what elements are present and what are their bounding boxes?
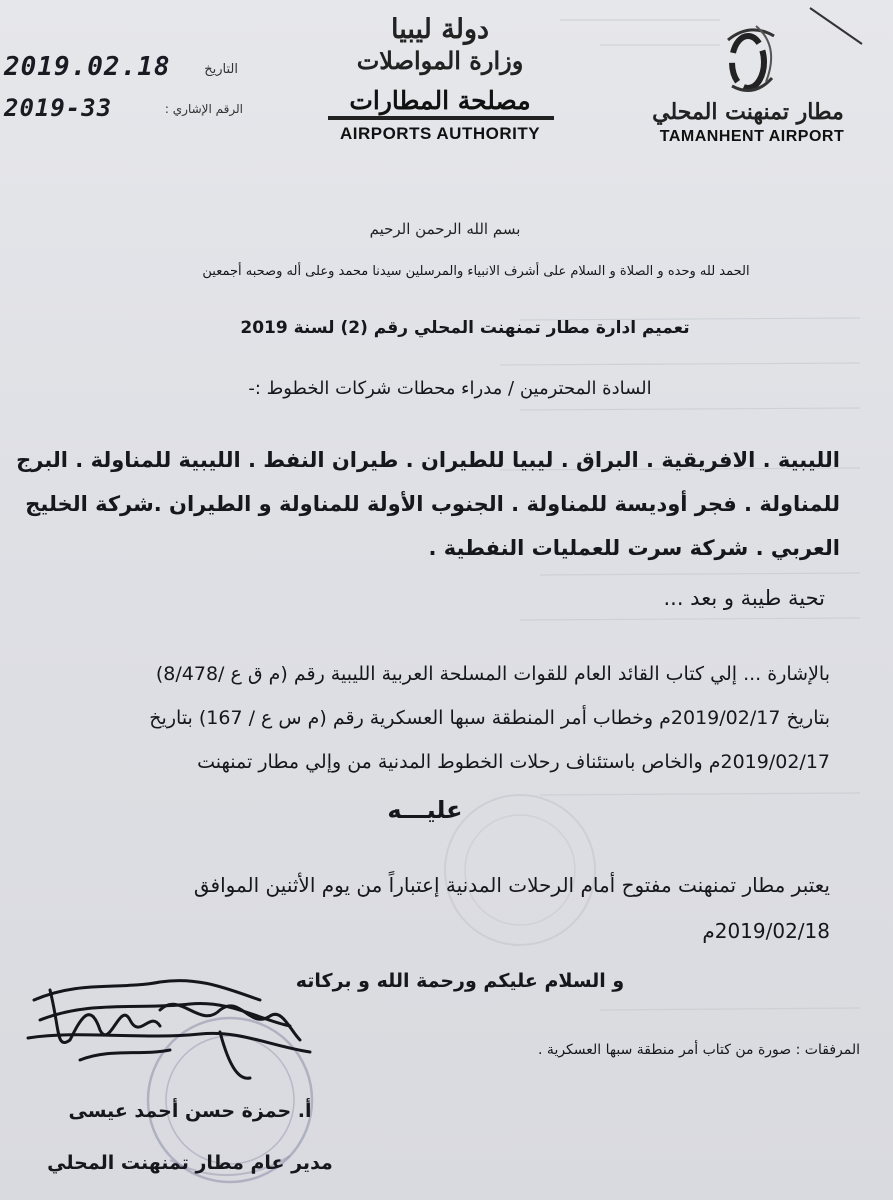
- basmala: بسم الله الرحمن الرحيم: [369, 220, 521, 238]
- decision-date: 2019/02/18م: [702, 919, 830, 943]
- reference-paragraph: [60, 652, 830, 784]
- airport-name-ar: مطار تمنهنت المحلي: [652, 99, 844, 125]
- ministry-name: وزارة المواصلات: [356, 46, 524, 75]
- authority-logo: [330, 86, 550, 120]
- authority-name-ar: مصلحة المطارات: [349, 86, 531, 115]
- decision-line-1: يعتبر مطار تمنهنت مفتوح أمام الرحلات المدنية إعتباراً من يوم الأثنين الموافق: [193, 873, 830, 897]
- date-value: 2019.02.18: [4, 52, 171, 82]
- airport-logo-icon: [710, 20, 790, 100]
- date-label: التاريخ: [204, 62, 238, 77]
- reference-line-2: بتاريخ 2019/02/17م وخطاب أمر المنطقة سبها العسكرية رقم (م س ع / 167) بتاريخ: [149, 707, 830, 729]
- addressee-line: السادة المحترمين / مدراء محطات شركات الخطوط :-: [248, 378, 652, 399]
- authority-underline: [328, 116, 554, 120]
- state-name: دولة ليبيا: [390, 14, 490, 45]
- airport-name-en: TAMANHENT AIRPORT: [659, 128, 845, 145]
- reference-line-3: 2019/02/17م والخاص باستئناف رحلات الخطوط المدنية من وإلي مطار تمنهنت: [197, 751, 830, 773]
- greeting-line: تحية طيبة و بعد ...: [663, 586, 825, 610]
- decision-paragraph: [80, 862, 830, 954]
- closing-line: و السلام عليكم ورحمة الله و بركاته: [295, 970, 625, 992]
- reference-value: 2019-33: [4, 94, 113, 122]
- signatory-name: أ. حمزة حسن أحمد عيسى: [68, 1100, 312, 1122]
- companies-paragraph: [16, 438, 840, 570]
- authority-block: [330, 14, 550, 144]
- handwritten-signature: [28, 981, 310, 1079]
- reference-line-1: بالإشارة ... إلي كتاب القائد العام للقوات المسلحة العربية الليبية رقم (م ق ع /8/478): [155, 663, 830, 685]
- signatory-title: مدير عام مطار تمنهنت المحلي: [47, 1152, 333, 1174]
- attachments-line: المرفقات : صورة من كتاب أمر منطقة سبها العسكرية .: [538, 1042, 860, 1058]
- circular-title: تعميم ادارة مطار تمنهنت المحلي رقم (2) لسنة 2019: [240, 318, 690, 338]
- praise-line: الحمد لله وحده و الصلاة و السلام على أشرف الانبياء والمرسلين سيدنا محمد وعلى أله وصحبه أجمعين: [202, 264, 750, 279]
- therefore-heading: عليـــه: [387, 796, 463, 824]
- companies-line-3: العربي . شركة سرت للعمليات النفطية .: [428, 536, 840, 560]
- reference-row: [0, 92, 245, 126]
- authority-name-en: AIRPORTS AUTHORITY: [339, 124, 541, 143]
- companies-line-2: للمناولة . فجر أوديسة للمناولة . الجنوب الأولة للمناولة و الطيران .شركة الخليج: [25, 492, 840, 516]
- pen-mark: [806, 4, 866, 48]
- date-row: [0, 52, 240, 86]
- companies-line-1: الليبية . الافريقية . البراق . ليبيا للطيران . طيران النفط . الليبية للمناولة . البرج: [16, 448, 840, 472]
- reference-label: الرقم الإشاري :: [164, 102, 243, 116]
